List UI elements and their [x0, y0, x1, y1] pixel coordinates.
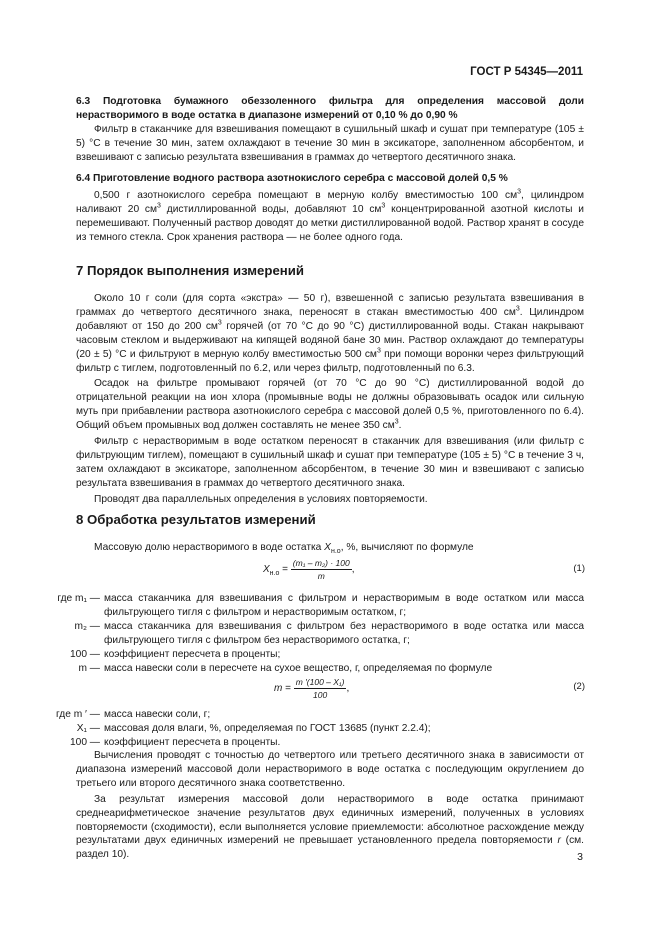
- section-8-intro-text: Массовую долю нерастворимого в воде остатка $X_{н.о}$, %, вычисляют по формуле: [94, 542, 474, 556]
- definition-row: 100 — коэффициент пересчета в проценты;: [69, 648, 281, 660]
- result-paragraph: За результат измерения массовой доли нерастворимого в воде остатка принимают среднеарифметическое значение результатов двух единичных измерений, полученных в условиях повторяемости (сходимости), если выполняется условие приемлемости: абсолютное расхождение между результатами двух единичных измерений не превышает установленного предела повторяемости r (см. раздел 10).: [76, 793, 584, 861]
- formula-1: $X_{н.о}$ = $\frac{\text{(m₁ – m₂) · 100}}{m}$ ,: [263, 558, 355, 581]
- formula-2: m = $\frac{\text{m ′(100 – X₁)}}{100}$ ,: [274, 677, 350, 700]
- definition-row: где m ′ — масса навески соли, г;: [56, 709, 211, 720]
- section-7-body: [76, 292, 584, 507]
- section-8: [76, 513, 584, 527]
- section-7-paragraph-4: Проводят два параллельных определения в условиях повторяемости.: [94, 493, 428, 505]
- definition-row: где m₁ — масса стаканчика для взвешивания с фильтром и нерастворимым в воде остатком или масса фильтрующего тигля с фильтром и нерастворимым остатком, г;: [57, 593, 584, 618]
- section-8-body: [76, 749, 584, 862]
- section-8-heading: 8 Обработка результатов измерений: [76, 512, 316, 527]
- definition-row: X₁ — массовая доля влаги, %, определяемая по ГОСТ 13685 (пункт 2.2.4);: [76, 722, 431, 734]
- section-6-3-paragraph: Фильтр в стаканчике для взвешивания помещают в сушильный шкаф и сушат при температуре (105 ± 5) °С в течение 30 мин, затем охлаждают в течение 30 мин в эксикаторе, заполненном абсорбентом, и взвешивают с записью результата взвешивания в граммах до четвертого десятичного знака.: [76, 123, 584, 163]
- section-6-4-heading: 6.4 Приготовление водного раствора азотнокислого серебра с массовой долей 0,5 %: [76, 173, 508, 184]
- section-7-paragraph-1: Около 10 г соли (для сорта «экстра» — 50 г), взвешенной с записью результата взвешивания в граммах до четвертого десятичного знака, переносят в стакан вместимостью 400 $см^3$. Цилиндром добавляют от 150 до 200 $см^3$ горячей (от 70 °С до 90 °С) дистиллированной воды. Стакан накрывают часовым стеклом и выдерживают на кипящей водяной бане 30 мин. Раствор охлаждают до температуры (20 ± 5) °С и фильтруют в мерную колбу вместимостью 500 $см^3$ при помощи воронки через фильтрующий фильтр с тиглем, подготовленный по 6.2, или через фильтр, подготовленный по 6.3.: [76, 293, 585, 374]
- formula-1-label: (1): [573, 563, 585, 574]
- formula-1-denominator: m: [317, 571, 325, 581]
- definition-row: 100 — коэффициент пересчета в проценты.: [69, 736, 281, 748]
- formula-2-label: (2): [573, 681, 585, 692]
- section-7-paragraph-2: Осадок на фильтре промывают горячей (от 70 °С до 90 °С) дистиллированной водой до отрицательной реакции на ион хлора (промывные воды не должны образовывать осадок или сильную муть при прибавлении раствора азотнокислого серебра с массовой долей 0,5 %, приготовленного по 6.4). Общий объем промывных вод должен составлять не менее 350 $см^3$.: [76, 378, 584, 432]
- section-7-paragraph-3: Фильтр с нерастворимым в воде остатком переносят в стаканчик для взвешивания (или фильтр с фильтрующим тиглем), помещают в сушильный шкаф и сушат при температуре (105 ± 5) °С в течение 3 ч, затем охлаждают в эксикаторе, заполненном абсорбентом, в течение 30 мин и взвешивают с записью результата взвешивания в граммах до четвертого десятичного знака.: [76, 436, 584, 489]
- section-6-4: [76, 172, 584, 245]
- section-7-heading: 7 Порядок выполнения измерений: [76, 263, 304, 278]
- section-8-intro: [76, 541, 584, 559]
- definitions-1: [30, 592, 584, 675]
- standard-header: ГОСТ Р 54345—2011: [470, 66, 583, 78]
- calculation-paragraph: Вычисления проводят с точностью до четвертого или третьего десятичного знака в зависимости от диапазона измерений массовой доли нерастворимого в воде остатка с последующим округлением до третьего или второго десятичного знака соответственно.: [76, 750, 584, 789]
- page-number: 3: [577, 851, 583, 863]
- formula-1-numerator: (m₁ – m₂) · 100: [292, 558, 350, 568]
- section-6-3: [76, 95, 584, 165]
- section-6-4-paragraph: 0,500 г азотнокислого серебра помещают в мерную колбу вместимостью 100 $см^3$, цилиндром наливают 20 $см^3$ дистиллированной воды, добавляют 10 $см^3$ концентрированной азотной кислоты и перемешивают. Полученный раствор доводят до метки дистиллированной водой. Раствор хранят в сосуде из темного стекла. Срок хранения раствора — не более одного года.: [76, 188, 584, 243]
- formula-2-numerator: m ′(100 – X₁): [295, 677, 345, 687]
- section-6-3-heading: 6.3 Подготовка бумажного обеззоленного фильтра для определения массовой доли нерастворимого в воде остатка в диапазоне измерений от 0,10 % до 0,90 %: [76, 96, 584, 121]
- definition-row: m₂ — масса стаканчика для взвешивания с фильтром без нерастворимого в воде остатка или масса фильтрующего тигля с фильтром без нерастворимого остатка, г;: [74, 620, 584, 646]
- section-7: [76, 264, 584, 278]
- formula-2-denominator: 100: [313, 690, 328, 700]
- definitions-2: [30, 708, 584, 750]
- definition-row: m — масса навески соли в пересчете на сухое вещество, г, определяемая по формуле: [78, 662, 493, 674]
